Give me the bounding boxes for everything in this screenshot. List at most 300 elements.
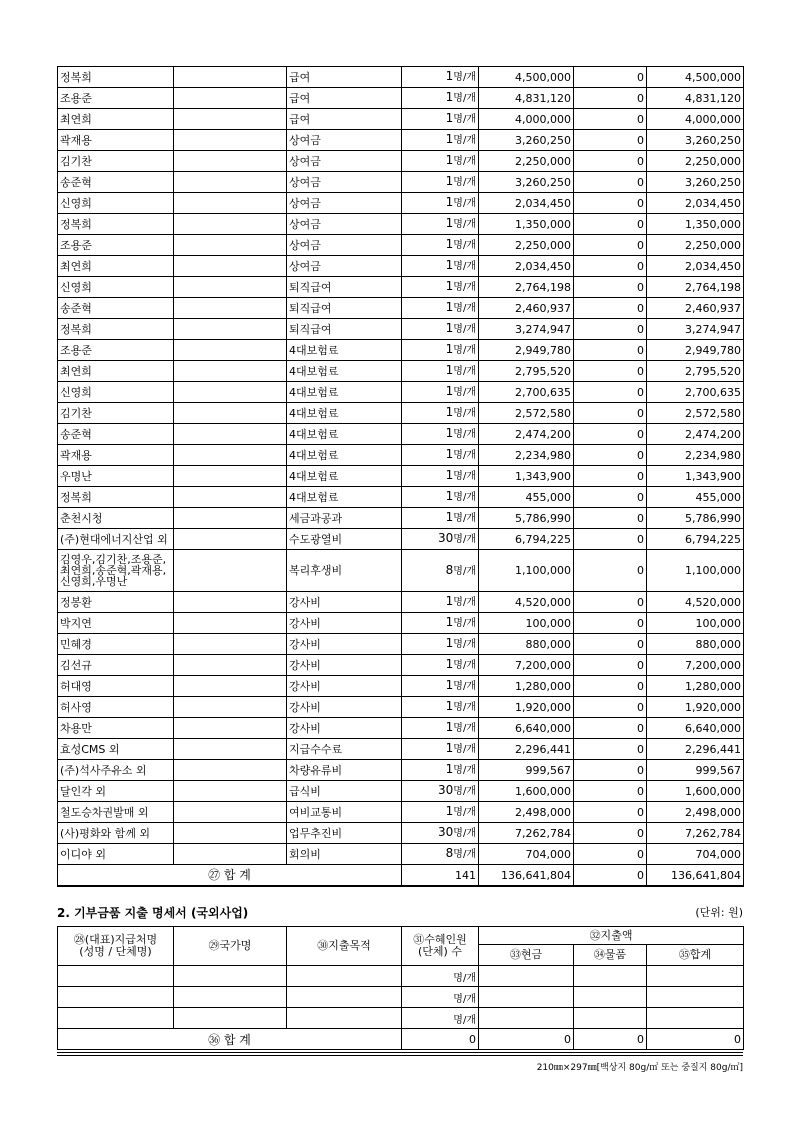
expense-item: 강사비: [287, 697, 402, 718]
expense-item: 퇴직급여: [287, 277, 402, 298]
other-cell: 0: [574, 193, 647, 214]
count-value: 1: [445, 279, 454, 293]
total-cell: 4,831,120: [647, 88, 744, 109]
count-unit: 명/개: [453, 72, 476, 83]
total-cell: 2,034,450: [647, 256, 744, 277]
recipient-name: 정복희: [58, 319, 174, 340]
count-value: 1: [445, 510, 454, 524]
table-row: [58, 655, 744, 676]
expense-item: 상여금: [287, 256, 402, 277]
count-cell: [402, 550, 479, 592]
other-cell: 0: [574, 739, 647, 760]
table-row: [58, 781, 744, 802]
blank-cell: [174, 550, 287, 592]
count-value: 1: [445, 489, 454, 503]
table-row: [58, 130, 744, 151]
count-unit: 명/개: [453, 303, 476, 314]
count-value: 1: [445, 405, 454, 419]
count-value: 1: [445, 699, 454, 713]
count-unit: 명/개: [453, 219, 476, 230]
count-cell: [402, 109, 479, 130]
count-value: 1: [445, 594, 454, 608]
count-value: 1: [445, 69, 454, 83]
blank-cell: [174, 67, 287, 88]
expense-item: 여비교통비: [287, 802, 402, 823]
header-beneficiary-line1: ㉛수혜인원: [413, 933, 467, 946]
total-cell: 704,000: [647, 844, 744, 865]
other-cell: 0: [574, 508, 647, 529]
total-cell: 1,600,000: [647, 781, 744, 802]
count-cell: [402, 802, 479, 823]
count-cell: [402, 508, 479, 529]
count-unit: 명/개: [453, 765, 476, 776]
table-row: [58, 298, 744, 319]
table-row: [58, 739, 744, 760]
count-value: 1: [445, 636, 454, 650]
other-cell: 0: [574, 319, 647, 340]
count-value: 1: [445, 447, 454, 461]
section2-total-row: [58, 1029, 744, 1050]
count-cell: [402, 382, 479, 403]
blank-cell: [174, 529, 287, 550]
other-cell: 0: [574, 634, 647, 655]
blank-cell: [174, 844, 287, 865]
other-cell: 0: [574, 697, 647, 718]
total-label: ㉗ 합 계: [58, 865, 402, 887]
expense-item: 세금과공과: [287, 508, 402, 529]
expense-item: 상여금: [287, 151, 402, 172]
amount-cell: 2,034,450: [479, 256, 574, 277]
total-cell: 2,250,000: [647, 151, 744, 172]
blank-cell: [174, 130, 287, 151]
count-cell: [402, 193, 479, 214]
header-sum: ㉟합계: [647, 945, 744, 966]
count-value: 1: [445, 153, 454, 167]
recipient-name: 차용만: [58, 718, 174, 739]
total-cell: 2,700,635: [647, 382, 744, 403]
amount-cell: 4,831,120: [479, 88, 574, 109]
recipient-name: 춘천시청: [58, 508, 174, 529]
expense-item: 4대보험료: [287, 382, 402, 403]
table-row: [58, 592, 744, 613]
amount-cell: 2,700,635: [479, 382, 574, 403]
count-unit: 명/개: [453, 324, 476, 335]
count-cell: [402, 487, 479, 508]
table-row: [58, 319, 744, 340]
amount-cell: 2,572,580: [479, 403, 574, 424]
total-total: 136,641,804: [647, 865, 744, 887]
table-row: [58, 718, 744, 739]
table-row: [58, 214, 744, 235]
other-cell: 0: [574, 382, 647, 403]
other-cell: 0: [574, 67, 647, 88]
recipient-name: 조용준: [58, 340, 174, 361]
amount-cell: 2,296,441: [479, 739, 574, 760]
count-unit: 명/개: [453, 744, 476, 755]
amount-cell: 3,274,947: [479, 319, 574, 340]
count-cell: [402, 256, 479, 277]
recipient-name: 송준혁: [58, 172, 174, 193]
recipient-name: 정복희: [58, 67, 174, 88]
amount-cell: 3,260,250: [479, 172, 574, 193]
expense-item: 상여금: [287, 193, 402, 214]
count-unit: 명/개: [453, 387, 476, 398]
blank-cell: [174, 340, 287, 361]
expense-item: 복리후생비: [287, 550, 402, 592]
count-unit: 명/개: [453, 513, 476, 524]
recipient-name: 정복희: [58, 214, 174, 235]
blank-cell: [174, 781, 287, 802]
count-value: 1: [445, 132, 454, 146]
count-cell: [402, 151, 479, 172]
blank-cell: [174, 718, 287, 739]
blank-cell: [174, 403, 287, 424]
count-unit: 명/개: [453, 471, 476, 482]
amount-cell: 3,260,250: [479, 130, 574, 151]
other-cell: 0: [574, 277, 647, 298]
amount-cell: 6,794,225: [479, 529, 574, 550]
total-cell: 2,296,441: [647, 739, 744, 760]
amount-cell: 2,795,520: [479, 361, 574, 382]
section2-total-cash: 0: [479, 1029, 574, 1050]
count-cell: [402, 361, 479, 382]
count-value: 1: [445, 237, 454, 251]
blank-row: [58, 1008, 744, 1029]
other-cell: 0: [574, 781, 647, 802]
count-value: 1: [445, 615, 454, 629]
amount-cell: 4,520,000: [479, 592, 574, 613]
table-row: [58, 802, 744, 823]
blank-cell: [174, 760, 287, 781]
blank-cell: [174, 214, 287, 235]
total-cell: 1,343,900: [647, 466, 744, 487]
expense-item: 4대보험료: [287, 466, 402, 487]
blank-unit: 명/개: [402, 1008, 479, 1029]
header-purpose: ㉚지출목적: [287, 927, 402, 966]
amount-cell: 2,949,780: [479, 340, 574, 361]
table-row: [58, 235, 744, 256]
table-row: [58, 256, 744, 277]
amount-cell: 5,786,990: [479, 508, 574, 529]
expense-item: 4대보험료: [287, 424, 402, 445]
count-value: 1: [445, 300, 454, 314]
blank-row: [58, 987, 744, 1008]
recipient-name: 조용준: [58, 88, 174, 109]
expense-item: 강사비: [287, 634, 402, 655]
count-cell: [402, 613, 479, 634]
amount-cell: 2,234,980: [479, 445, 574, 466]
table-row: [58, 613, 744, 634]
count-value: 1: [445, 804, 454, 818]
header-beneficiary-line2: (단체) 수: [418, 945, 462, 958]
count-value: 1: [445, 111, 454, 125]
amount-cell: 4,500,000: [479, 67, 574, 88]
count-unit: 명/개: [453, 849, 476, 860]
count-unit: 명/개: [453, 93, 476, 104]
recipient-name: 조용준: [58, 235, 174, 256]
count-cell: [402, 760, 479, 781]
blank-cell: [174, 613, 287, 634]
other-cell: 0: [574, 214, 647, 235]
expense-item: 4대보험료: [287, 445, 402, 466]
amount-cell: 1,350,000: [479, 214, 574, 235]
expense-item: 수도광열비: [287, 529, 402, 550]
expense-item: 회의비: [287, 844, 402, 865]
paper-spec-footer: 210㎜×297㎜[백상지 80g/㎡ 또는 중질지 80g/㎡]: [536, 1063, 743, 1073]
count-cell: [402, 844, 479, 865]
blank-cell: [174, 361, 287, 382]
count-cell: [402, 445, 479, 466]
section2-total-sum: 0: [647, 1029, 744, 1050]
total-cell: 2,250,000: [647, 235, 744, 256]
blank-cell: [174, 172, 287, 193]
count-value: 1: [445, 678, 454, 692]
total-cell: 2,498,000: [647, 802, 744, 823]
blank-cell: [174, 424, 287, 445]
recipient-name: 최연희: [58, 109, 174, 130]
section2-heading: [57, 904, 743, 920]
count-cell: [402, 676, 479, 697]
count-unit: 명/개: [453, 198, 476, 209]
bottom-rule: [57, 1052, 743, 1053]
blank-cell: [174, 487, 287, 508]
other-cell: 0: [574, 403, 647, 424]
count-unit: 명/개: [453, 702, 476, 713]
count-unit: 명/개: [453, 156, 476, 167]
amount-cell: 1,600,000: [479, 781, 574, 802]
blank-cell: [174, 466, 287, 487]
other-cell: 0: [574, 823, 647, 844]
count-value: 1: [445, 174, 454, 188]
other-cell: 0: [574, 256, 647, 277]
table-row: [58, 403, 744, 424]
recipient-name: 신영희: [58, 382, 174, 403]
other-cell: 0: [574, 88, 647, 109]
blank-cell: [174, 277, 287, 298]
amount-cell: 1,920,000: [479, 697, 574, 718]
recipient-name: 김선규: [58, 655, 174, 676]
other-cell: 0: [574, 550, 647, 592]
count-cell: [402, 403, 479, 424]
section2-total-goods: 0: [574, 1029, 647, 1050]
count-cell: [402, 235, 479, 256]
blank-cell: [174, 676, 287, 697]
count-unit: 명/개: [453, 240, 476, 251]
table-row: [58, 529, 744, 550]
bottom-rule: [57, 1055, 743, 1056]
expense-item: 4대보험료: [287, 340, 402, 361]
count-value: 1: [445, 342, 454, 356]
expense-item: 차량유류비: [287, 760, 402, 781]
other-cell: 0: [574, 529, 647, 550]
count-value: 30: [438, 783, 454, 797]
total-cell: 7,200,000: [647, 655, 744, 676]
table-row: [58, 424, 744, 445]
blank-cell: [174, 235, 287, 256]
table-row: [58, 634, 744, 655]
count-value: 1: [445, 741, 454, 755]
table-row: [58, 67, 744, 88]
count-unit: 명/개: [453, 114, 476, 125]
amount-cell: 2,250,000: [479, 235, 574, 256]
other-cell: 0: [574, 613, 647, 634]
table-row: [58, 844, 744, 865]
blank-cell: [174, 109, 287, 130]
header-recipient-line1: ㉘(대표)지급처명: [73, 933, 158, 946]
table-row: [58, 277, 744, 298]
count-value: 30: [438, 531, 454, 545]
other-cell: 0: [574, 844, 647, 865]
amount-cell: 704,000: [479, 844, 574, 865]
total-cell: 2,234,980: [647, 445, 744, 466]
count-value: 1: [445, 762, 454, 776]
amount-cell: 2,764,198: [479, 277, 574, 298]
count-value: 1: [445, 363, 454, 377]
recipient-name: 송준혁: [58, 298, 174, 319]
expense-item: 업무추진비: [287, 823, 402, 844]
total-amount: 136,641,804: [479, 865, 574, 887]
blank-cell: [174, 739, 287, 760]
blank-cell: [174, 151, 287, 172]
count-value: 1: [445, 657, 454, 671]
recipient-name: 정복희: [58, 487, 174, 508]
count-value: 1: [445, 468, 454, 482]
count-unit: 명/개: [453, 660, 476, 671]
expense-item: 강사비: [287, 613, 402, 634]
expense-item: 퇴직급여: [287, 319, 402, 340]
header-cash: ㉝현금: [479, 945, 574, 966]
other-cell: 0: [574, 676, 647, 697]
other-cell: 0: [574, 424, 647, 445]
amount-cell: 100,000: [479, 613, 574, 634]
count-cell: [402, 319, 479, 340]
total-cell: 5,786,990: [647, 508, 744, 529]
count-value: 1: [445, 258, 454, 272]
recipient-name: 김기찬: [58, 403, 174, 424]
other-cell: 0: [574, 655, 647, 676]
amount-cell: 999,567: [479, 760, 574, 781]
blank-unit: 명/개: [402, 987, 479, 1008]
recipient-name: (주)현대에너지산업 외: [58, 529, 174, 550]
table-row: [58, 823, 744, 844]
table-row: [58, 361, 744, 382]
total-cell: 100,000: [647, 613, 744, 634]
recipient-name: 곽재용: [58, 130, 174, 151]
expense-item: 상여금: [287, 235, 402, 256]
count-cell: [402, 634, 479, 655]
expense-item: 급식비: [287, 781, 402, 802]
recipient-name: 송준혁: [58, 424, 174, 445]
total-cell: 4,500,000: [647, 67, 744, 88]
table-row: [58, 193, 744, 214]
amount-cell: 2,250,000: [479, 151, 574, 172]
blank-cell: [174, 592, 287, 613]
blank-cell: [174, 256, 287, 277]
count-cell: [402, 172, 479, 193]
recipient-name: 효성CMS 외: [58, 739, 174, 760]
header-expense: ㉜지출액: [479, 927, 744, 945]
table-row: [58, 550, 744, 592]
blank-cell: [174, 802, 287, 823]
expense-item: 4대보험료: [287, 361, 402, 382]
total-cell: 2,949,780: [647, 340, 744, 361]
blank-cell: [174, 655, 287, 676]
count-cell: [402, 529, 479, 550]
count-unit: 명/개: [453, 681, 476, 692]
total-cell: 2,034,450: [647, 193, 744, 214]
total-cell: 2,474,200: [647, 424, 744, 445]
amount-cell: 6,640,000: [479, 718, 574, 739]
count-unit: 명/개: [453, 828, 476, 839]
total-count: 141: [402, 865, 479, 887]
count-cell: [402, 277, 479, 298]
other-cell: 0: [574, 235, 647, 256]
other-cell: 0: [574, 109, 647, 130]
amount-cell: 880,000: [479, 634, 574, 655]
section2-total-label: ㊱ 합 계: [58, 1029, 402, 1050]
other-cell: 0: [574, 487, 647, 508]
count-cell: [402, 88, 479, 109]
amount-cell: 2,474,200: [479, 424, 574, 445]
count-value: 8: [445, 846, 454, 860]
count-cell: [402, 718, 479, 739]
recipient-name: 곽재용: [58, 445, 174, 466]
expense-item: 급여: [287, 88, 402, 109]
count-cell: [402, 67, 479, 88]
count-value: 8: [445, 562, 454, 577]
count-cell: [402, 424, 479, 445]
blank-row: [58, 966, 744, 987]
total-cell: 1,920,000: [647, 697, 744, 718]
table-row: [58, 109, 744, 130]
amount-cell: 1,280,000: [479, 676, 574, 697]
other-cell: 0: [574, 298, 647, 319]
blank-cell: [174, 88, 287, 109]
expense-item: 강사비: [287, 676, 402, 697]
other-cell: 0: [574, 592, 647, 613]
total-cell: 3,260,250: [647, 172, 744, 193]
expense-item: 상여금: [287, 130, 402, 151]
expense-item: 강사비: [287, 655, 402, 676]
unit-note: (단위: 원): [695, 906, 743, 919]
overseas-donation-table: [57, 926, 744, 1050]
count-value: 1: [445, 384, 454, 398]
expense-item: 4대보험료: [287, 487, 402, 508]
count-unit: 명/개: [453, 261, 476, 272]
recipient-name: 정봉환: [58, 592, 174, 613]
recipient-name: 민혜경: [58, 634, 174, 655]
count-cell: [402, 466, 479, 487]
recipient-name: 허대영: [58, 676, 174, 697]
count-unit: 명/개: [453, 807, 476, 818]
expense-item: 4대보험료: [287, 403, 402, 424]
total-row: [58, 865, 744, 887]
table-row: [58, 382, 744, 403]
blank-cell: [174, 634, 287, 655]
recipient-name: 신영희: [58, 193, 174, 214]
table-row: [58, 151, 744, 172]
blank-cell: [174, 823, 287, 844]
other-cell: 0: [574, 130, 647, 151]
other-cell: 0: [574, 340, 647, 361]
count-cell: [402, 697, 479, 718]
expense-item: 강사비: [287, 592, 402, 613]
count-unit: 명/개: [453, 177, 476, 188]
expense-item: 지급수수료: [287, 739, 402, 760]
blank-cell: [174, 382, 287, 403]
total-cell: 4,520,000: [647, 592, 744, 613]
recipient-name: (주)석사주유소 외: [58, 760, 174, 781]
